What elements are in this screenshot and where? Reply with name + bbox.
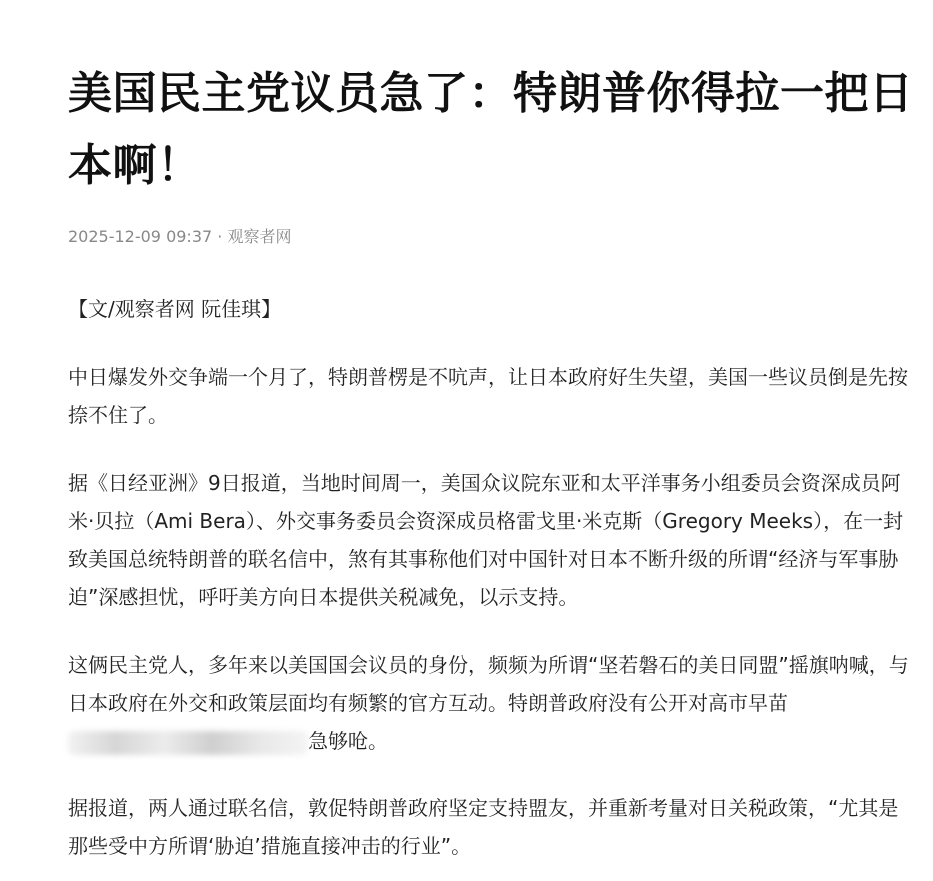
paragraph-3-text-after: 急够呛。: [308, 729, 388, 753]
publish-datetime: 2025-12-09 09:37: [68, 227, 213, 246]
author-byline: 【文/观察者网 阮佳琪】: [68, 297, 282, 321]
paragraph-4: 据报道，两人通过联名信，敦促特朗普政府坚定支持盟友，并重新考量对日关税政策，“尤其是那些受中方所谓‘胁迫’措施直接冲击的行业”。: [68, 796, 899, 858]
source-name[interactable]: 观察者网: [227, 227, 292, 246]
meta-separator: ·: [212, 227, 228, 246]
paragraph-2: 据《日经亚洲》9日报道，当地时间周一，美国众议院东亚和太平洋事务小组委员会资深成员阿米·贝拉（Ami Bera）、外交事务委员会资深成员格雷戈里·米克斯（Gregory Meeks），在一封致美国总统特朗普的联名信中，煞有其事称他们对中国针对日本不断升级的所谓“经济与军事胁迫”深感担忧，呼吁美方向日本提供关税减免，以示支持。: [68, 471, 904, 609]
article-meta: [68, 226, 918, 248]
paragraph-3: [68, 646, 918, 760]
paragraph-3-text-before: 这俩民主党人，多年来以美国国会议员的身份，频频为所谓“坚若磐石的美日同盟”摇旗呐喊，与日本政府在外交和政策层面均有频繁的官方互动。特朗普政府没有公开对高市早苗: [68, 653, 909, 715]
paragraph-1: 中日爆发外交争端一个月了，特朗普楞是不吭声，让日本政府好生失望，美国一些议员倒是先按捺不住了。: [68, 365, 908, 427]
article-title: 美国民主党议员急了：特朗普你得拉一把日本啊！: [68, 68, 914, 191]
blurred-redaction: [68, 731, 308, 755]
article: [68, 58, 918, 865]
